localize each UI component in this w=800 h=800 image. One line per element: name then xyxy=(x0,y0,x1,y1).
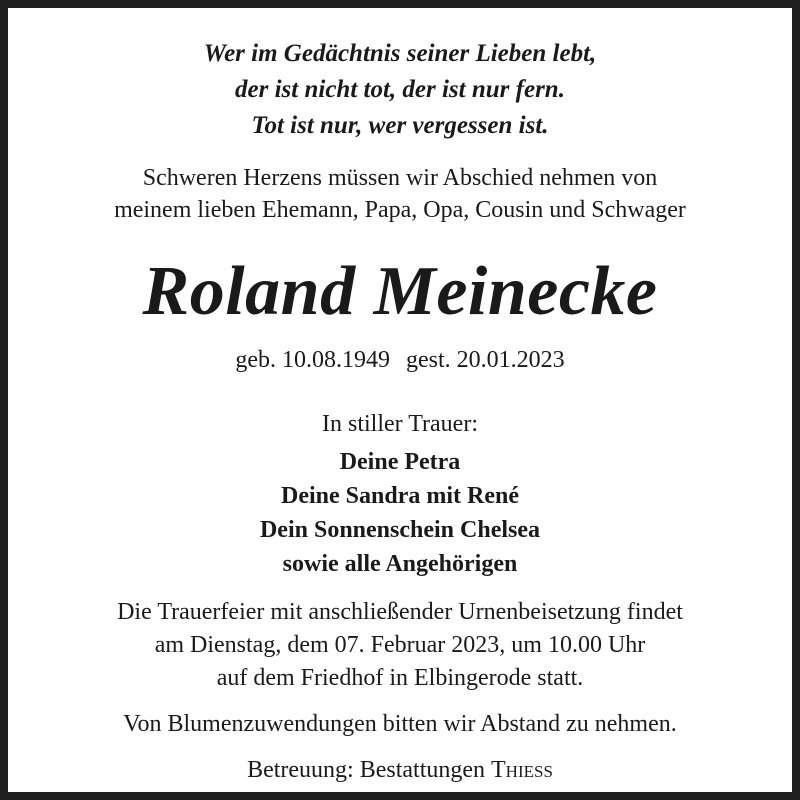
funeral-care xyxy=(16,754,784,786)
intro-line-1: Schweren Herzens müssen wir Abschied nehmen von xyxy=(142,165,658,191)
mourning-heading: In stiller Trauer: xyxy=(322,411,478,437)
mourner-name: sowie alle Angehörigen xyxy=(282,551,518,577)
deceased-name: Roland Meinecke xyxy=(142,253,658,330)
mourner-name: Deine Sandra mit René xyxy=(281,483,519,509)
flowers-note: Von Blumenzuwendungen bitten wir Abstand zu nehmen. xyxy=(123,711,677,737)
quote-line-1: Wer im Gedächtnis seiner Lieben lebt, xyxy=(203,40,597,67)
service-line-1: Die Trauerfeier mit anschließender Urnenbeisetzung findet xyxy=(117,599,683,625)
care-company: Thieß xyxy=(491,757,553,783)
death-date: gest. 20.01.2023 xyxy=(405,347,565,373)
intro-line-2: meinem lieben Ehemann, Papa, Opa, Cousin und Schwager xyxy=(114,197,686,223)
life-dates xyxy=(16,344,784,376)
mourner-name: Dein Sonnenschein Chelsea xyxy=(259,517,541,543)
quote-line-2: der ist nicht tot, der ist nur fern. xyxy=(235,76,565,103)
birth-date: geb. 10.08.1949 xyxy=(235,347,390,373)
mourner-name: Deine Petra xyxy=(339,449,461,475)
service-line-3: auf dem Friedhof in Elbingerode statt. xyxy=(216,665,584,691)
service-line-2: am Dienstag, dem 07. Februar 2023, um 10.00 Uhr xyxy=(154,632,646,658)
care-label: Betreuung: Bestattungen xyxy=(247,757,486,783)
quote-line-3: Tot ist nur, wer vergessen ist. xyxy=(251,112,549,139)
